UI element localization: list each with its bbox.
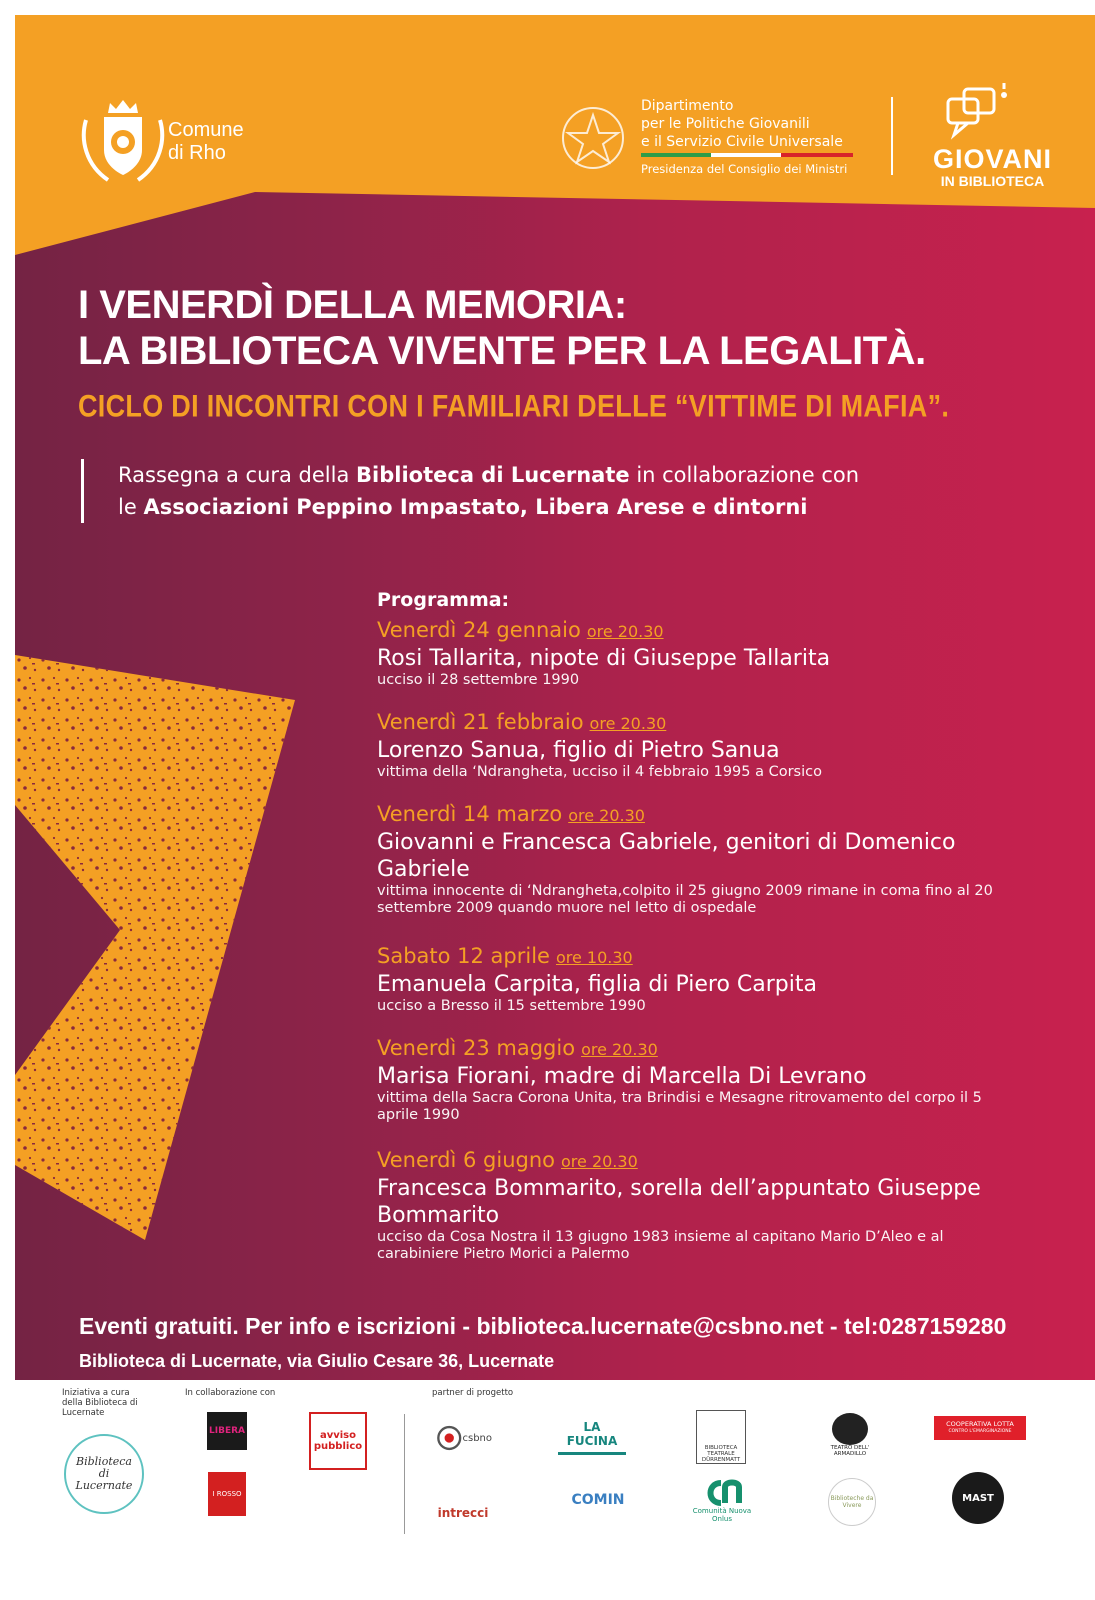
label-collaborazione: In collaborazione con bbox=[185, 1388, 276, 1398]
biblioteca-logo-line3: Lucernate bbox=[75, 1479, 133, 1492]
mast-logo: MAST bbox=[952, 1472, 1004, 1524]
biblioteca-logo-line2: di bbox=[98, 1467, 110, 1480]
event-time: ore 20.30 bbox=[568, 806, 645, 825]
poster bbox=[15, 15, 1095, 1408]
biblioteca-lucernate-logo bbox=[64, 1434, 144, 1514]
intro-bold1: Biblioteca di Lucernate bbox=[356, 463, 630, 487]
event-time: ore 20.30 bbox=[586, 622, 664, 641]
intrecci-logo: intrecci bbox=[437, 1506, 489, 1520]
dipartimento-line1: Dipartimento bbox=[641, 98, 734, 114]
intro-bold2: Associazioni Peppino Impastato, Libera Arese e dintorni bbox=[143, 495, 808, 519]
comunita-nuova-logo bbox=[692, 1476, 752, 1526]
csbno-text: csbno bbox=[462, 1432, 492, 1444]
intro-text1: Rassegna a cura della bbox=[118, 463, 357, 487]
header-divider bbox=[891, 97, 893, 175]
partners-strip bbox=[0, 1380, 1095, 1600]
comune-emblem-icon bbox=[78, 95, 168, 190]
event-description: vittima della Sacra Corona Unita, tra Brindisi e Mesagne ritrovamento del corpo il 5 aprile 1990 bbox=[377, 1090, 982, 1123]
event-6 bbox=[377, 1147, 1017, 1263]
event-description: vittima della ‘Ndrangheta, ucciso il 4 febbraio 1995 a Corsico bbox=[377, 764, 822, 780]
title-line2: LA BIBLIOTECA VIVENTE PER LA LEGALITÀ. bbox=[78, 329, 926, 373]
teatro-armadillo-logo bbox=[826, 1406, 874, 1464]
giovani-line1: GIOVANI bbox=[933, 144, 1053, 174]
event-date: Venerdì 23 maggio bbox=[377, 1036, 576, 1060]
comunita-nuova-sub: Onlus bbox=[712, 1515, 732, 1523]
label-partner: partner di progetto bbox=[432, 1388, 514, 1398]
repubblica-emblem-icon bbox=[558, 103, 628, 173]
title-line1: I VENERDÌ DELLA MEMORIA: bbox=[78, 283, 627, 327]
dipartimento-line2: per le Politiche Giovanili bbox=[641, 116, 810, 132]
biblioteche-da-vivere-logo: Biblioteche da Vivere bbox=[828, 1478, 876, 1526]
dipartimento-line4: Presidenza del Consiglio dei Ministri bbox=[641, 162, 848, 176]
comunita-nuova-text: Comunità Nuova bbox=[692, 1507, 752, 1515]
event-guest: Giovanni e Francesca Gabriele, genitori di Domenico Gabriele bbox=[377, 830, 956, 882]
armadillo-text: TEATRO DELL' ARMADILLO bbox=[830, 1445, 870, 1457]
event-guest: Emanuela Carpita, figlia di Piero Carpita bbox=[377, 972, 817, 997]
subtitle: CICLO DI INCONTRI CON I FAMILIARI DELLE “VITTIME DI MAFIA”. bbox=[78, 389, 950, 424]
event-date-line bbox=[377, 709, 1017, 737]
event-date-line bbox=[377, 617, 1017, 645]
event-guest: Rosi Tallarita, nipote di Giuseppe Tallarita bbox=[377, 646, 831, 671]
lotta-text: COOPERATIVA LOTTA bbox=[946, 1420, 1014, 1428]
comunita-nuova-icon bbox=[701, 1479, 743, 1507]
comune-line2: di Rho bbox=[168, 142, 226, 164]
event-description: ucciso il 28 settembre 1990 bbox=[377, 672, 580, 688]
avviso-pubblico-logo: avviso pubblico bbox=[309, 1412, 367, 1470]
intro-text2: in collaborazione con bbox=[629, 463, 860, 487]
giovani-biblioteca-logo-icon bbox=[942, 81, 1012, 141]
event-date: Venerdì 24 gennaio bbox=[377, 618, 581, 642]
rosso-book-logo: I ROSSO bbox=[208, 1472, 246, 1516]
event-date: Venerdì 21 febbraio bbox=[377, 710, 584, 734]
giovani-biblioteca-text bbox=[933, 145, 1052, 189]
giovani-line2: IN BIBLIOTECA bbox=[940, 173, 1045, 189]
event-description: ucciso a Bresso il 15 settembre 1990 bbox=[377, 998, 646, 1014]
event-time: ore 20.30 bbox=[561, 1152, 638, 1171]
event-time: ore 20.30 bbox=[581, 1040, 658, 1059]
comune-line1: Comune bbox=[168, 119, 244, 141]
event-time: ore 10.30 bbox=[555, 948, 633, 967]
libera-logo: LIBERA bbox=[207, 1412, 247, 1450]
program-heading: Programma: bbox=[377, 589, 510, 611]
intro-text3: le bbox=[118, 495, 144, 519]
cooperativa-lotta-logo bbox=[934, 1416, 1026, 1440]
event-description: vittima innocente di ‘Ndrangheta,colpito il 25 giugno 2009 rimane in coma fino al 20 settembre 2009 quando muore nel letto di ospedale bbox=[377, 883, 993, 916]
event-guest: Francesca Bommarito, sorella dell’appuntato Giuseppe Bommarito bbox=[377, 1176, 981, 1228]
event-date-line bbox=[377, 801, 1017, 829]
durrenmatt-logo: BIBLIOTECA TEATRALE DÜRRENMATT bbox=[696, 1410, 746, 1464]
dipartimento-block bbox=[641, 97, 853, 178]
event-date-line bbox=[377, 1035, 1017, 1063]
footer-address: Biblioteca di Lucernate, via Giulio Cesare 36, Lucernate bbox=[79, 1351, 555, 1371]
event-5 bbox=[377, 1035, 1017, 1124]
event-1 bbox=[377, 617, 1017, 689]
csbno-logo bbox=[436, 1416, 492, 1460]
event-3 bbox=[377, 801, 1017, 917]
intro-line2 bbox=[118, 491, 859, 523]
armadillo-icon bbox=[832, 1413, 868, 1445]
footer-info: Eventi gratuiti. Per info e iscrizioni - biblioteca.lucernate@csbno.net - tel:0287159280 bbox=[79, 1313, 1007, 1339]
decorative-shape bbox=[15, 655, 315, 1245]
csbno-icon bbox=[436, 1421, 462, 1455]
tricolore-stripe bbox=[641, 153, 853, 157]
event-2 bbox=[377, 709, 1017, 781]
event-date: Venerdì 6 giugno bbox=[377, 1148, 555, 1172]
intro-text bbox=[81, 459, 859, 523]
partners-divider bbox=[404, 1414, 405, 1534]
event-4 bbox=[377, 943, 1017, 1015]
event-description: ucciso da Cosa Nostra il 13 giugno 1983 insieme al capitano Mario D’Aleo e al carabiniere Pietro Morici a Palermo bbox=[377, 1229, 944, 1262]
comin-logo: COMIN bbox=[571, 1492, 625, 1508]
label-iniziativa: Iniziativa a cura della Biblioteca di Lucernate bbox=[62, 1388, 138, 1418]
event-date-line bbox=[377, 943, 1017, 971]
event-date: Sabato 12 aprile bbox=[377, 944, 550, 968]
lotta-sub: CONTRO L'EMARGINAZIONE bbox=[948, 1429, 1012, 1434]
event-time: ore 20.30 bbox=[589, 714, 667, 733]
event-guest: Lorenzo Sanua, figlio di Pietro Sanua bbox=[377, 738, 780, 763]
event-date: Venerdì 14 marzo bbox=[377, 802, 563, 826]
biblioteca-logo-line1: Biblioteca bbox=[76, 1455, 132, 1468]
event-date-line bbox=[377, 1147, 1017, 1175]
comune-name bbox=[168, 119, 244, 165]
dipartimento-line3: e il Servizio Civile Universale bbox=[641, 134, 843, 150]
event-guest: Marisa Fiorani, madre di Marcella Di Levrano bbox=[377, 1064, 867, 1089]
intro-line1 bbox=[118, 459, 859, 491]
la-fucina-logo: LA FUCINA bbox=[558, 1416, 626, 1455]
